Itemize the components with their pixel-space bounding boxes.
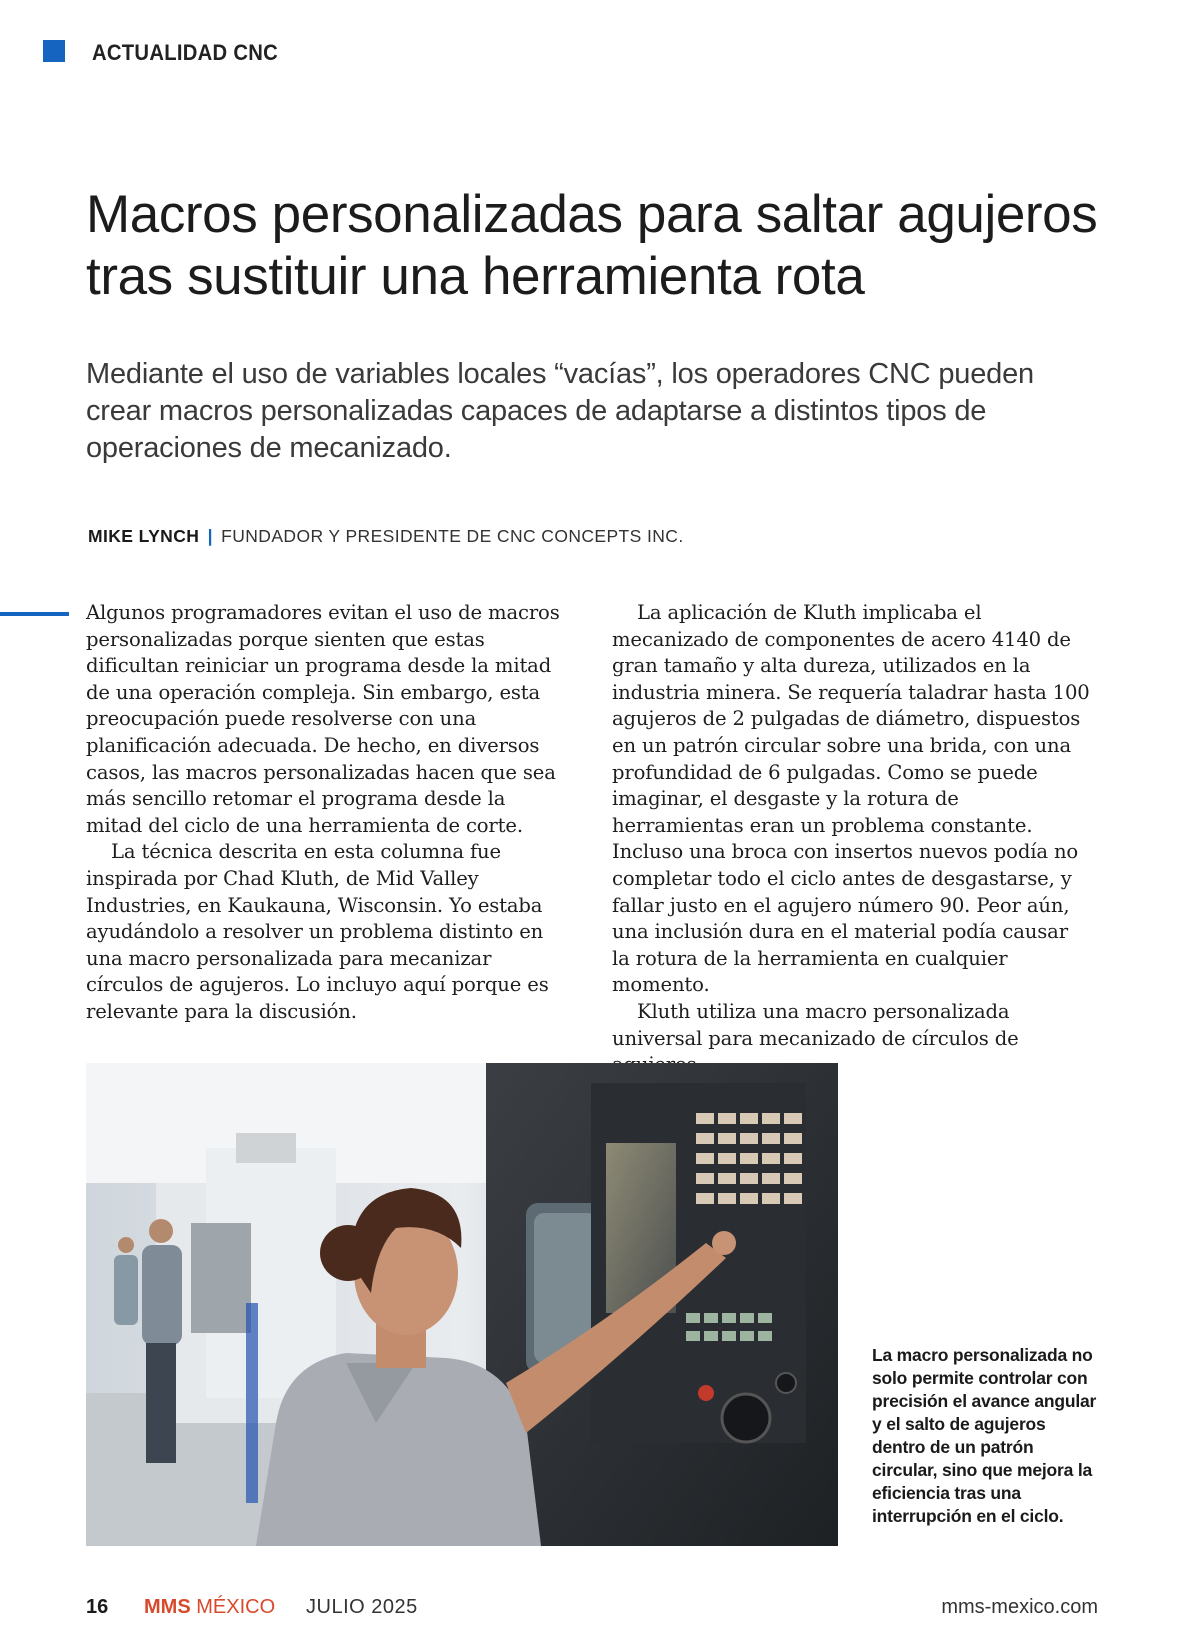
brand-mms: MMS	[144, 1596, 191, 1618]
right-paragraph-1: La aplicación de Kluth implicaba el mecanizado de componentes de acero 4140 de gran tamaño y alta dureza, utilizados en la industria minera. Se requería taladrar hasta 100 agujeros de 2 pulgadas de diámetro, dispuestos en un patrón circular sobre una brida, con una profundidad de 6 pulgadas. Como se puede imaginar, el desgaste y la rotura de herramientas eran un problema constante. Incluso una broca con insertos nuevos podía no completar todo el ciclo antes de desgastarse, y fallar justo en el agujero número 90. Peor aún, una inclusión dura en el material podía causar la rotura de la herramienta en cualquier momento.	[612, 601, 1090, 997]
publication-brand	[144, 1596, 275, 1619]
brand-mexico: MÉXICO	[196, 1596, 276, 1618]
article-title: Macros personalizadas para saltar agujeros tras sustituir una herramienta rota	[86, 185, 1098, 306]
column-accent-rule	[0, 612, 69, 616]
site-url[interactable]: mms-mexico.com	[941, 1596, 1098, 1618]
right-column	[612, 600, 1090, 1079]
byline	[88, 526, 684, 547]
cnc-operator-illustration	[86, 1063, 838, 1546]
page-footer	[86, 1596, 1098, 1622]
page-number: 16	[86, 1596, 109, 1618]
byline-role: FUNDADOR Y PRESIDENTE DE CNC CONCEPTS INC.	[221, 526, 684, 546]
section-marker	[43, 40, 65, 62]
left-paragraph-1: Algunos programadores evitan el uso de macros personalizadas porque sienten que estas dificultan reiniciar un programa desde la mitad de una operación compleja. Sin embargo, esta preocupación puede resolverse con una planificación adecuada. De hecho, en diversos casos, las macros personalizadas hacen que sea más sencillo retomar el programa desde la mitad del ciclo de una herramienta de corte.	[86, 601, 560, 837]
byline-separator: |	[207, 526, 213, 546]
section-label: ACTUALIDAD CNC	[92, 40, 279, 65]
left-paragraph-2: La técnica descrita en esta columna fue inspirada por Chad Kluth, de Mid Valley Industries, en Kaukauna, Wisconsin. Yo estaba ayudándolo a resolver un problema distinto en una macro personalizada para mecanizar círculos de agujeros. Lo incluyo aquí porque es relevante para la discusión.	[86, 840, 549, 1023]
byline-author: MIKE LYNCH	[88, 526, 200, 546]
right-paragraph-2: Kluth utiliza una macro personalizada universal para mecanizado de círculos de	[612, 999, 1019, 1050]
article-deck: Mediante el uso de variables locales “vacías”, los operadores CNC pueden crear macros personalizadas capaces de adaptarse a distintos tipos de operaciones de mecanizado.	[86, 358, 1034, 464]
photo-caption: La macro personalizada no solo permite controlar con precisión el avance angular y el salto de agujeros dentro de un patrón circular, sino que mejora la eficiencia tras una interrupción en el ciclo.	[872, 1345, 1097, 1526]
issue-date: JULIO 2025	[306, 1596, 418, 1618]
left-column	[86, 600, 564, 1026]
article-photo	[86, 1063, 838, 1546]
